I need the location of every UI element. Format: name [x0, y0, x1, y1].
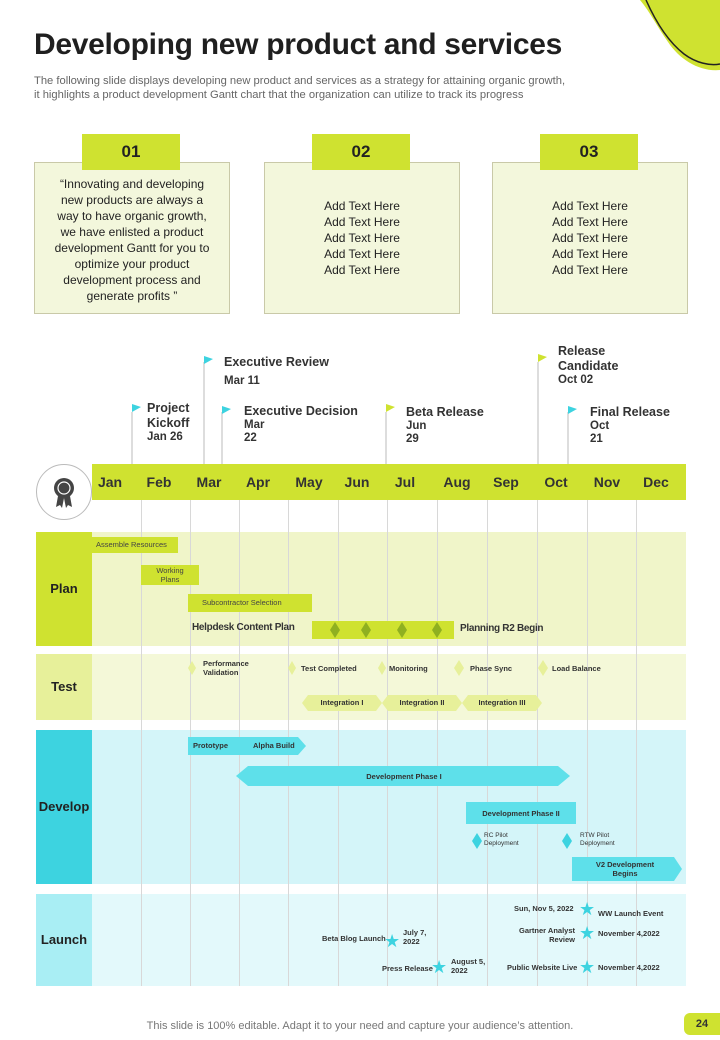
card-01-line: way to have organic growth,: [57, 209, 207, 223]
month-label: Feb: [146, 474, 172, 490]
star-icon: ★: [431, 957, 448, 977]
milestone-title: Kickoff: [147, 416, 190, 430]
card-03-line: Add Text Here: [552, 199, 628, 213]
subtitle-line-2: it highlights a product development Gantt chart that the organization can utilize to track its progress: [34, 89, 524, 101]
subtitle-line-1: The following slide displays developing new product and services as a strategy for attaining organic growth,: [34, 75, 566, 87]
task-label: RC Pilot: [484, 832, 508, 839]
grid-line: [437, 500, 438, 986]
flag-icon: [386, 404, 395, 412]
task-working-plans: [141, 565, 199, 585]
milestone-date: 22: [244, 432, 257, 444]
task-integration-2: Integration II: [399, 698, 445, 707]
task-prototype: Prototype: [193, 741, 229, 750]
task-v2-development: [572, 860, 678, 878]
task-label: Deployment: [580, 840, 615, 847]
launch-date-july: [403, 928, 426, 946]
award-icon: [37, 465, 91, 519]
task-integration-1: Integration I: [320, 698, 364, 707]
milestone-date: Mar 11: [224, 375, 260, 387]
diamond-icon: [538, 660, 548, 676]
card-03-line: Add Text Here: [552, 263, 628, 277]
grid-line: [537, 500, 538, 986]
month-label: Oct: [544, 474, 568, 490]
launch-date-november-2: November 4,2022: [598, 963, 660, 972]
milestone-title: Final Release: [590, 405, 670, 419]
diamond-icon: [562, 833, 572, 849]
lane-label-develop: Develop: [36, 730, 92, 884]
milestone-release-candidate: [558, 344, 618, 387]
task-label: Working: [156, 566, 184, 575]
task-gartner-review: [505, 926, 575, 944]
card-02-line: Add Text Here: [324, 215, 400, 229]
milestone-project-kickoff: [147, 401, 189, 444]
card-01-line: development Gantt for you to: [54, 241, 210, 255]
month-label: Dec: [643, 474, 669, 490]
star-icon: ★: [579, 923, 596, 943]
page-title: Developing new product and services: [34, 28, 562, 61]
task-load-balance: Load Balance: [552, 664, 601, 673]
task-label: Plans: [160, 575, 180, 584]
card-03-line: Add Text Here: [552, 247, 628, 261]
launch-date-august: [451, 957, 485, 975]
date-label: August 5,: [451, 957, 486, 966]
card-01-line: new products are always a: [60, 193, 204, 207]
task-label: RTW Pilot: [580, 832, 610, 839]
month-label: Apr: [245, 474, 271, 490]
month-label: Nov: [593, 474, 621, 490]
task-development-phase-1: Development Phase I: [366, 772, 442, 781]
month-label: Sep: [493, 474, 519, 490]
task-public-website-live: Public Website Live: [507, 963, 578, 972]
date-label: July 7,: [403, 928, 427, 937]
date-label: 2022: [451, 966, 468, 975]
month-label: May: [295, 474, 323, 490]
flag-icon: [538, 354, 547, 362]
card-02-line: Add Text Here: [324, 263, 400, 277]
flag-icon: [204, 356, 213, 364]
card-01-line: we have enlisted a product: [60, 225, 204, 239]
card-03-line: Add Text Here: [552, 215, 628, 229]
date-label: 2022: [403, 937, 420, 946]
milestone-title: Release: [558, 344, 606, 358]
task-integration-3: Integration III: [478, 698, 526, 707]
milestone-date: 29: [406, 433, 419, 445]
milestone-executive-decision: [244, 404, 358, 445]
card-01-line: “Innovating and developing: [59, 177, 205, 191]
planning-bar: [312, 618, 456, 642]
grid-line: [338, 500, 339, 986]
corner-decoration: [640, 0, 720, 72]
milestone-title: Beta Release: [406, 405, 484, 419]
task-assemble-resources: Assemble Resources: [92, 537, 178, 553]
task-development-phase-2: Development Phase II: [482, 809, 560, 818]
star-icon: ★: [579, 957, 596, 977]
task-helpdesk-content-plan: Helpdesk Content Plan: [192, 622, 295, 633]
card-02-line: Add Text Here: [324, 231, 400, 245]
card-03-number: 03: [540, 134, 638, 170]
grid-line: [487, 500, 488, 986]
grid-line: [387, 500, 388, 986]
card-02-text: [264, 198, 460, 278]
task-test-completed: Test Completed: [301, 664, 357, 673]
diamond-icon: [454, 660, 464, 676]
diamond-icon: [378, 661, 386, 675]
task-label: Review: [549, 935, 575, 944]
task-phase-sync: Phase Sync: [470, 664, 513, 673]
star-icon: ★: [384, 931, 401, 951]
milestone-title: Project: [147, 401, 190, 415]
task-performance-validation: [203, 659, 249, 677]
milestone-beta-release: [406, 405, 484, 446]
milestone-executive-review: [224, 355, 329, 388]
flag-icon: [132, 404, 141, 412]
month-label: Mar: [196, 474, 222, 490]
launch-date-sun-nov: Sun, Nov 5, 2022: [514, 904, 574, 913]
launch-date-november-1: November 4,2022: [598, 929, 660, 938]
month-label: Jan: [97, 474, 123, 490]
diamond-icon: [188, 661, 196, 675]
lane-label-plan: Plan: [36, 532, 92, 646]
task-rtw-pilot: [580, 832, 615, 848]
milestone-date: 21: [590, 433, 603, 445]
task-ww-launch-event: WW Launch Event: [598, 909, 664, 918]
milestone-date: Jun: [406, 420, 427, 432]
flag-icon: [568, 406, 577, 414]
task-label: V2 Development: [595, 860, 655, 869]
milestone-title: Executive Review: [224, 355, 329, 369]
task-label: Performance: [203, 659, 249, 668]
task-planning-r2: Planning R2 Begin: [460, 623, 544, 634]
milestone-title: Executive Decision: [244, 404, 358, 418]
card-02-line: Add Text Here: [324, 199, 400, 213]
task-label: Gartner Analyst: [519, 926, 575, 935]
page-number: 24: [684, 1013, 720, 1035]
award-badge-icon: [36, 464, 92, 520]
task-alpha-build: Alpha Build: [253, 741, 295, 750]
card-03-text: [492, 198, 688, 278]
diamond-icon: [472, 833, 482, 849]
lane-label-launch: Launch: [36, 894, 92, 986]
card-01-text: [40, 176, 224, 304]
task-monitoring: Monitoring: [389, 664, 428, 673]
month-label: Jul: [394, 474, 416, 490]
card-01-line: development process and: [63, 273, 201, 287]
card-02-line: Add Text Here: [324, 247, 400, 261]
milestone-date: Oct: [590, 420, 610, 432]
lane-label-test: Test: [36, 654, 92, 720]
card-01-line: generate profits ”: [86, 289, 178, 303]
milestone-title: Candidate: [558, 359, 619, 373]
page-subtitle: [34, 74, 634, 102]
milestone-date: Jan 26: [147, 431, 183, 443]
card-03-line: Add Text Here: [552, 231, 628, 245]
task-press-release: Press Release: [382, 964, 433, 973]
month-label: Jun: [344, 474, 370, 490]
card-02-number: 02: [312, 134, 410, 170]
task-rc-pilot: [484, 832, 519, 848]
card-01-number: 01: [82, 134, 180, 170]
milestone-final-release: [590, 405, 670, 446]
task-label: Validation: [203, 668, 239, 677]
star-icon: ★: [579, 899, 596, 919]
task-subcontractor-selection: Subcontractor Selection: [188, 594, 312, 612]
month-label: Aug: [443, 474, 471, 490]
task-label: Deployment: [484, 840, 519, 847]
milestone-date: Oct 02: [558, 374, 594, 386]
flag-icon: [222, 406, 231, 414]
task-label: Begins: [612, 869, 638, 878]
diamond-icon: [288, 661, 296, 675]
task-beta-blog-launch: Beta Blog Launch: [322, 934, 386, 943]
footer-note: This slide is 100% editable. Adapt it to your need and capture your audience’s attention.: [146, 1020, 574, 1032]
card-01-line: optimize your product: [74, 257, 190, 271]
milestone-date: Mar: [244, 419, 265, 431]
